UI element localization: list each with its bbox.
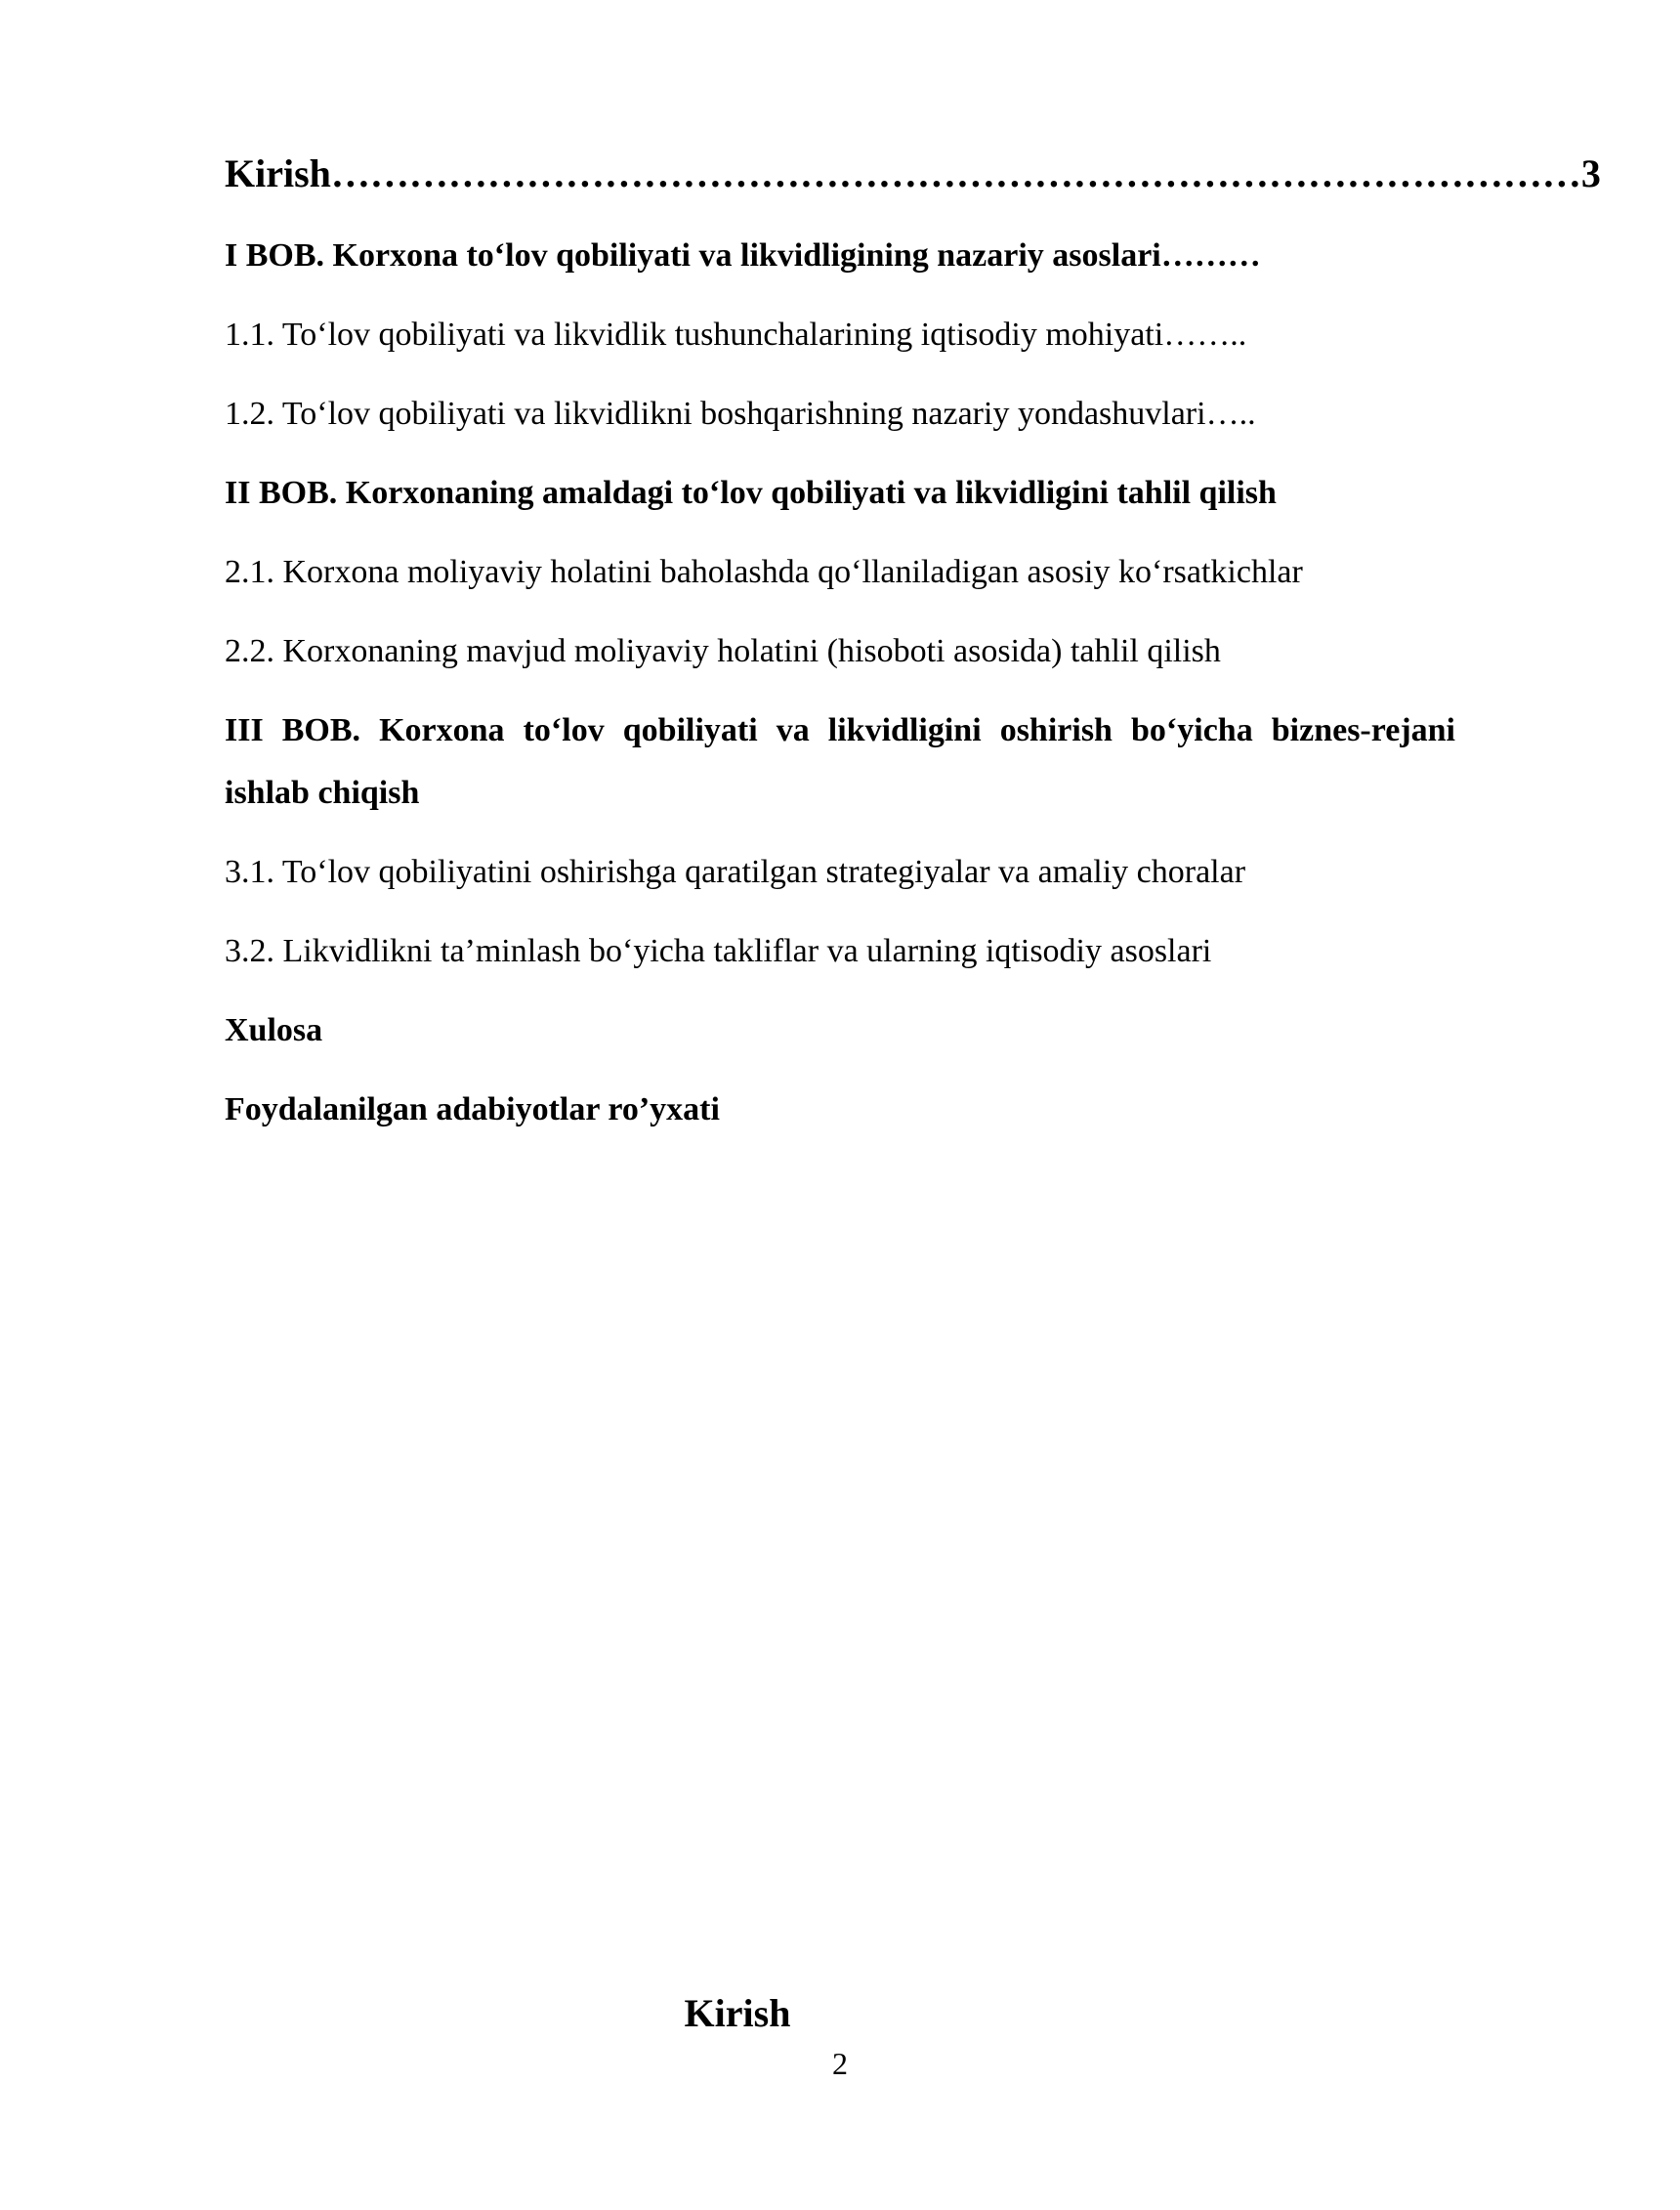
section-heading: Kirish [684,1991,791,2035]
toc-conclusion: Xulosa [225,1012,323,1048]
toc-section-2-2: 2.2. Korxonaning mavjud moliyaviy holatini (hisoboti asosida) tahlil qilish [225,633,1221,669]
toc-section-2-1: 2.1. Korxona moliyaviy holatini baholashda qo‘llaniladigan asosiy ko‘rsatkichlar [225,554,1303,590]
toc-entry-kirish [225,145,1601,203]
page-number: 2 [832,2046,848,2081]
toc-section-3-2: 3.2. Likvidlikni ta’minlash bo‘yicha takliflar va ularning iqtisodiy asoslari [225,933,1212,969]
toc-chapter-1: I BOB. Korxona to‘lov qobiliyati va likvidligining nazariy asoslari……… [225,237,1261,274]
toc-section-3-1: 3.1. To‘lov qobiliyatini oshirishga qaratilgan strategiyalar va amaliy choralar [225,854,1246,890]
toc-section-1-1: 1.1. To‘lov qobiliyati va likvidlik tushunchalarining iqtisodiy mohiyati…….. [225,317,1247,353]
toc-section-1-2: 1.2. To‘lov qobiliyati va likvidlikni boshqarishning nazariy yondashuvlari….. [225,396,1256,432]
toc-references: Foydalanilgan adabiyotlar ro’yxati [225,1091,720,1127]
toc-entry-page-number: 3 [1580,151,1601,195]
toc-chapter-2: II BOB. Korxonaning amaldagi to‘lov qobiliyati va likvidligini tahlil qilish [225,475,1277,511]
toc-entry-title: Kirish [225,151,331,195]
toc-chapter-3: III BOB. Korxona to‘lov qobiliyati va likvidligini oshirish bo‘yicha biznes-rejani ishlab chiqish [225,712,1455,811]
table-of-contents [225,145,1601,1158]
toc-dot-leader: …………………………………………………………………………………… [330,151,1581,195]
